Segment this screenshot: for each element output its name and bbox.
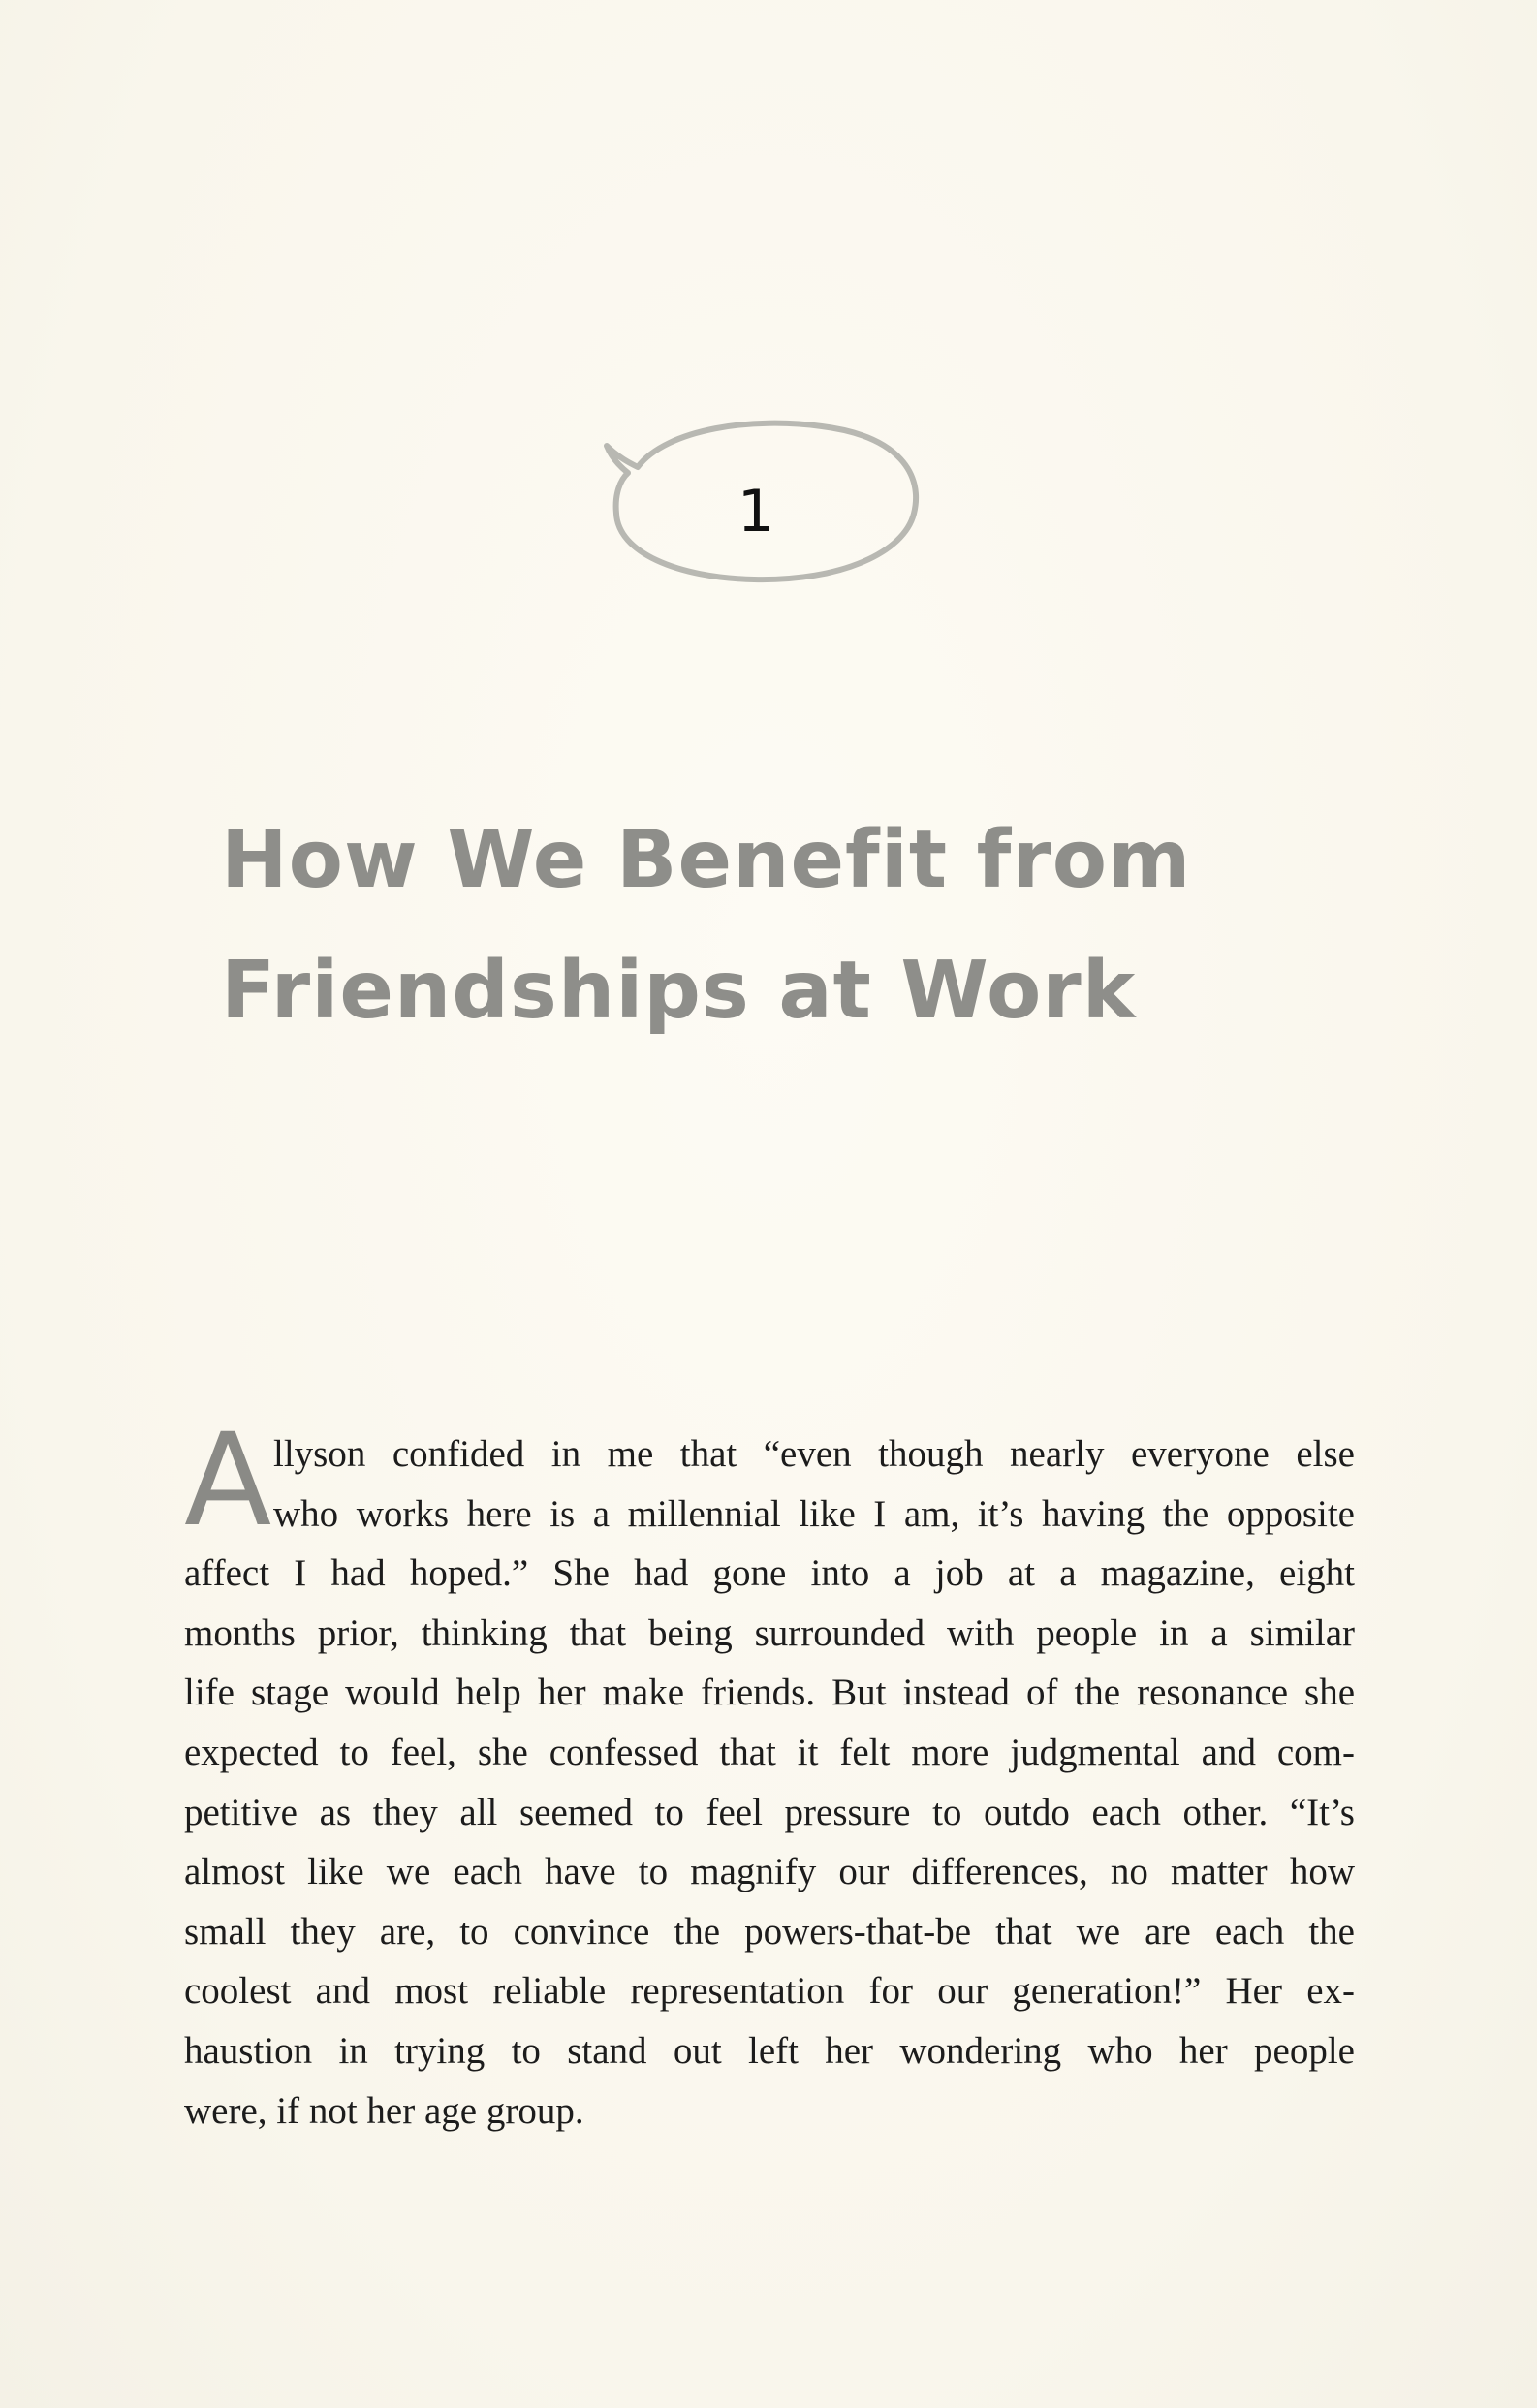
paragraph-line: were, if not her age group. [184, 2089, 584, 2132]
paragraph-line: almost like we each have to magnify our differences, no matter how [184, 1851, 1355, 1893]
paragraph-line: petitive as they all seemed to feel pressure to outdo each other. “It’s [184, 1791, 1355, 1833]
chapter-title-line-1: How We Benefit from [221, 814, 1192, 906]
chapter-title [221, 795, 1384, 1056]
paragraph-line: llyson confided in me that “even though nearly everyone else [273, 1433, 1355, 1475]
chapter-number: 1 [737, 478, 775, 546]
drop-cap: A [184, 1406, 272, 1555]
paragraph-line: life stage would help her make friends. But instead of the resonance she [184, 1672, 1355, 1714]
paragraph-line: coolest and most reliable representation for our generation!” Her ex- [184, 1970, 1355, 2013]
chapter-title-line-2: Friendships at Work [221, 945, 1137, 1037]
paragraph-line: small they are, to convince the powers-that-be that we are each the [184, 1910, 1355, 1953]
paragraph-line: who works here is a millennial like I am, it’s having the opposite [273, 1492, 1355, 1535]
paragraph-line: affect I had hoped.” She had gone into a job at a magazine, eight [184, 1552, 1355, 1595]
paragraph-line: haustion in trying to stand out left her wondering who her people [184, 2029, 1355, 2072]
body-paragraph [184, 1424, 1355, 2141]
speech-bubble-icon [560, 407, 948, 601]
paragraph-line: months prior, thinking that being surrounded with people in a similar [184, 1611, 1355, 1654]
paragraph-line: expected to feel, she confessed that it felt more judgmental and com- [184, 1731, 1355, 1773]
